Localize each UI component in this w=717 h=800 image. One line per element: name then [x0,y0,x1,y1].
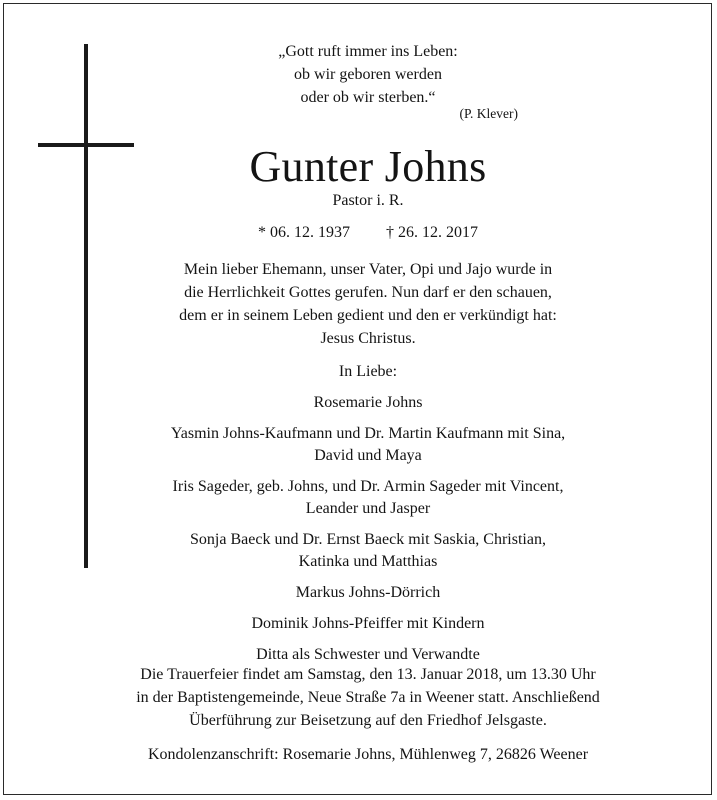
mourner-line: Sonja Baeck und Dr. Ernst Baeck mit Saskia, Christian, [190,531,546,548]
mourner-entry [100,613,636,635]
funeral-line: Die Trauerfeier findet am Samstag, den 13. Januar 2018, um 13.30 Uhr [140,666,596,683]
mourners-list [100,361,636,666]
birth-date: * 06. 12. 1937 [258,224,350,241]
message-line: die Herrlichkeit Gottes gerufen. Nun darf er den schauen, [184,284,552,301]
message-line: Jesus Christus. [320,330,416,347]
funeral-line: in der Baptistengemeinde, Neue Straße 7a in Weener statt. Anschließend [136,689,600,706]
mourner-line: Ditta als Schwester und Verwandte [256,646,480,663]
memorial-message [100,258,636,350]
quote-line: „Gott ruft immer ins Leben: [278,43,458,60]
mourner-line: Markus Johns-Dörrich [295,584,441,601]
funeral-line: Überführung zur Beisetzung auf den Friedhof Jelsgaste. [189,712,547,729]
mourner-entry [100,423,636,467]
death-date: † 26. 12. 2017 [386,224,478,241]
mourner-entry [100,582,636,604]
quote-line: oder ob wir sterben.“ [300,89,436,106]
message-line: Mein lieber Ehemann, unser Vater, Opi und Jajo wurde in [183,261,553,278]
mourner-line: David und Maya [314,447,422,464]
condolence-address: Kondolenzanschrift: Rosemarie Johns, Mühlenweg 7, 26826 Weener [147,746,589,763]
mourner-line: Iris Sageder, geb. Johns, und Dr. Armin Sageder mit Vincent, [172,478,564,495]
bible-quote [200,40,536,109]
mourner-line: Dominik Johns-Pfeiffer mit Kindern [251,615,485,632]
message-line: dem er in seinem Leben gedient und den er verkündigt hat: [179,307,557,324]
funeral-info [60,663,676,732]
cross-horizontal-bar [38,143,134,147]
life-dates [160,222,576,244]
mourner-line: Katinka und Matthias [298,553,438,570]
quote-author: (P. Klever) [459,106,518,121]
mourners-intro: In Liebe: [338,363,398,380]
mourner-line: Rosemarie Johns [313,394,423,411]
mourner-entry [100,476,636,520]
deceased-name: Gunter Johns [249,142,487,191]
cross-vertical-bar [84,44,88,568]
mourner-entry [100,529,636,573]
mourner-entry [100,392,636,414]
deceased-title: Pastor i. R. [332,192,404,209]
quote-line: ob wir geboren werden [294,66,442,83]
mourner-line: Leander und Jasper [305,500,431,517]
mourner-line: Yasmin Johns-Kaufmann und Dr. Martin Kaufmann mit Sina, [170,425,566,442]
